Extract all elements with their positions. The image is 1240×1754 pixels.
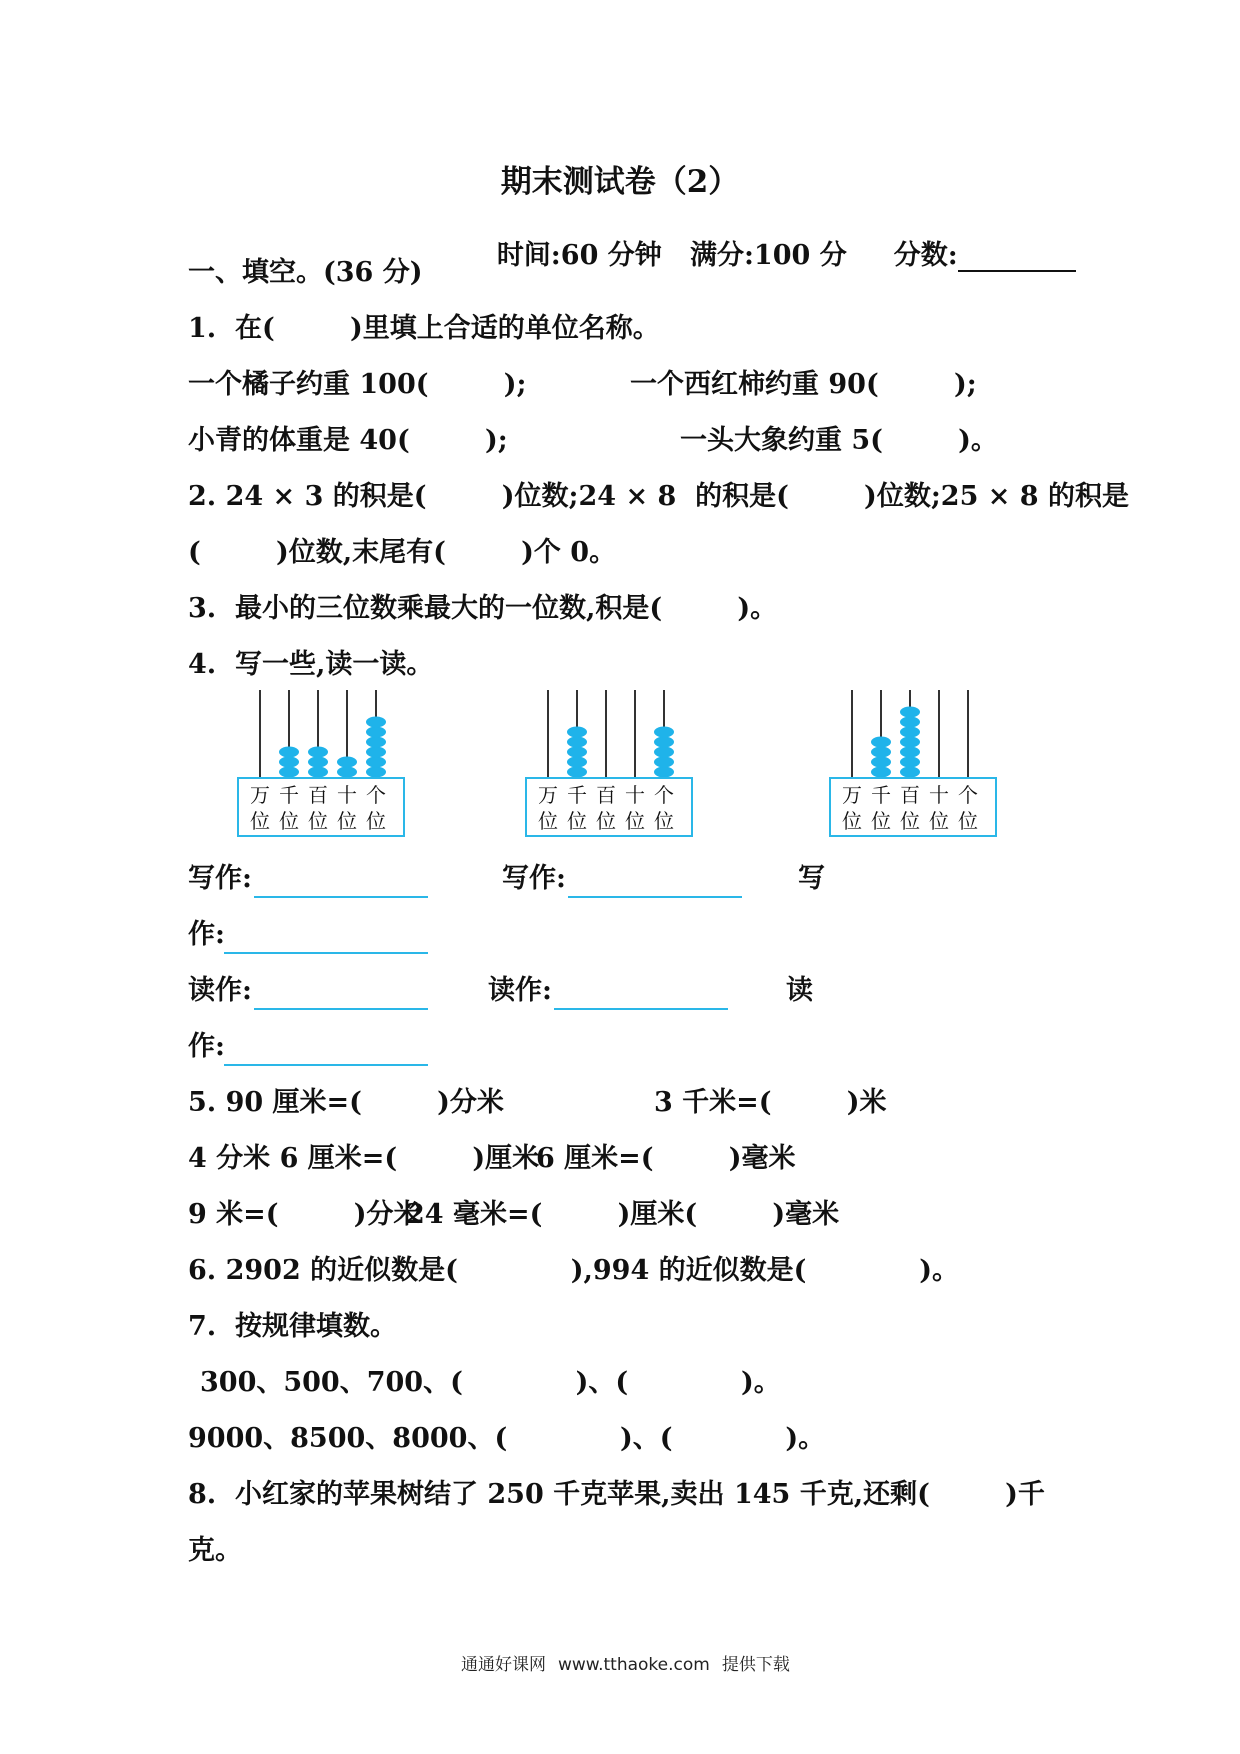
abacus-bead	[567, 727, 587, 738]
q2-line1: 2. 24 × 3 的积是( )位数;24 × 8 的积是( )位数;25 × 8 的积是	[188, 481, 1129, 512]
footer-tail: 提供下载	[721, 1655, 790, 1675]
exam-meta	[478, 202, 1076, 272]
q3: 3. 最小的三位数乘最大的一位数,积是( )。	[188, 593, 778, 624]
abacus-bead	[567, 737, 587, 748]
q5-e: 9 米=( )分米	[188, 1199, 421, 1230]
q5-f: 24 毫米=( )厘米( )毫米	[406, 1199, 840, 1230]
abacus-bead	[366, 717, 386, 728]
abacus-bead	[900, 717, 920, 728]
q2-line2: ( )位数,末尾有( )个 0。	[188, 537, 617, 568]
q5-b: 3 千米=( )米	[654, 1087, 887, 1118]
abacus-label-bottom: 位	[567, 809, 587, 833]
abacus-3	[826, 690, 1004, 840]
abacus-label-top: 个	[654, 783, 674, 807]
abacus-2	[522, 690, 700, 840]
q7-stem: 7. 按规律填数。	[188, 1311, 397, 1342]
abacus-bead	[900, 727, 920, 738]
q1-c: 小青的体重是 40( );	[188, 425, 508, 456]
read-blank-2[interactable]	[554, 1008, 728, 1010]
section-heading: 一、填空。(36 分)	[188, 257, 423, 288]
abacus-bead	[567, 767, 587, 778]
abacus-label-top: 百	[900, 783, 920, 807]
time-limit: 时间:60 分钟	[496, 240, 662, 271]
abacus-label-bottom: 位	[337, 809, 357, 833]
abacus-bead	[366, 757, 386, 768]
read-label-2: 读作:	[488, 975, 552, 1006]
q5-a: 5. 90 厘米=( )分米	[188, 1087, 504, 1118]
abacus-bead	[308, 767, 328, 778]
read-label-3b: 作:	[188, 1031, 225, 1062]
abacus-label-top: 十	[625, 783, 645, 807]
abacus-bead	[308, 747, 328, 758]
abacus-label-bottom: 位	[871, 809, 891, 833]
abacus-bead	[871, 737, 891, 748]
abacus-label-bottom: 位	[250, 809, 270, 833]
read-blank-1[interactable]	[254, 1008, 428, 1010]
abacus-label-bottom: 位	[842, 809, 862, 833]
footer-url[interactable]: www.tthaoke.com	[557, 1655, 710, 1675]
abacus-bead	[900, 707, 920, 718]
abacus-label-top: 千	[567, 783, 587, 807]
abacus-bead	[900, 737, 920, 748]
abacus-bead	[654, 767, 674, 778]
abacus-bead	[871, 747, 891, 758]
abacus-1	[234, 690, 412, 840]
abacus-bead	[279, 757, 299, 768]
q5-d: 6 厘米=( )毫米	[536, 1143, 796, 1174]
abacus-bead	[567, 747, 587, 758]
abacus-bead	[871, 757, 891, 768]
read-label-3a: 读	[786, 975, 813, 1006]
footer	[0, 1630, 1240, 1675]
abacus-bead	[871, 767, 891, 778]
abacus-bead	[308, 757, 328, 768]
abacus-label-bottom: 位	[900, 809, 920, 833]
abacus-label-top: 百	[308, 783, 328, 807]
abacus-bead	[900, 757, 920, 768]
q6: 6. 2902 的近似数是( ),994 的近似数是( )。	[188, 1255, 959, 1286]
score-label: 分数:	[893, 240, 958, 271]
write-blank-1[interactable]	[254, 896, 428, 898]
abacus-bead	[900, 747, 920, 758]
q1-a: 一个橘子约重 100( );	[188, 369, 527, 400]
abacus-label-bottom: 位	[958, 809, 978, 833]
abacus-label-top: 万	[842, 783, 862, 807]
page-title: 期末测试卷（2）	[500, 164, 740, 200]
footer-site: 通通好课网	[460, 1655, 546, 1675]
abacus-bead	[279, 767, 299, 778]
abacus-label-top: 百	[596, 783, 616, 807]
write-label-2: 写作:	[502, 863, 566, 894]
q7-seq2: 9000、8500、8000、( )、( )。	[188, 1423, 826, 1454]
abacus-bead	[900, 767, 920, 778]
abacus-label-bottom: 位	[308, 809, 328, 833]
abacus-label-top: 个	[958, 783, 978, 807]
score-blank[interactable]	[958, 242, 1076, 272]
full-score: 满分:100 分	[689, 240, 847, 271]
read-label-1: 读作:	[188, 975, 252, 1006]
abacus-label-bottom: 位	[929, 809, 949, 833]
write-blank-3[interactable]	[224, 952, 428, 954]
q8-line1: 8. 小红家的苹果树结了 250 千克苹果,卖出 145 千克,还剩( )千	[188, 1479, 1045, 1510]
q1-stem: 1. 在( )里填上合适的单位名称。	[188, 313, 660, 344]
q1-d: 一头大象约重 5( )。	[680, 425, 998, 456]
abacus-label-top: 万	[538, 783, 558, 807]
q5-c: 4 分米 6 厘米=( )厘米	[188, 1143, 540, 1174]
write-label-3a: 写	[798, 863, 825, 894]
q1-b: 一个西红柿约重 90( );	[630, 369, 977, 400]
q7-seq1: 300、500、700、( )、( )。	[200, 1367, 781, 1398]
abacus-bead	[654, 757, 674, 768]
abacus-bead	[366, 737, 386, 748]
abacus-bead	[366, 767, 386, 778]
abacus-bead	[567, 757, 587, 768]
abacus-bead	[366, 727, 386, 738]
abacus-bead	[654, 737, 674, 748]
abacus-bead	[366, 747, 386, 758]
abacus-label-top: 千	[279, 783, 299, 807]
abacus-label-top: 个	[366, 783, 386, 807]
abacus-label-bottom: 位	[366, 809, 386, 833]
abacus-label-bottom: 位	[625, 809, 645, 833]
abacus-label-bottom: 位	[596, 809, 616, 833]
abacus-label-top: 十	[929, 783, 949, 807]
abacus-bead	[337, 757, 357, 768]
write-blank-2[interactable]	[568, 896, 742, 898]
q4-stem: 4. 写一些,读一读。	[188, 649, 434, 680]
abacus-label-top: 十	[337, 783, 357, 807]
abacus-bead	[654, 747, 674, 758]
abacus-label-bottom: 位	[654, 809, 674, 833]
q8-line2: 克。	[188, 1535, 242, 1566]
abacus-label-bottom: 位	[538, 809, 558, 833]
abacus-bead	[654, 727, 674, 738]
abacus-label-top: 千	[871, 783, 891, 807]
abacus-label-top: 万	[250, 783, 270, 807]
write-label-1: 写作:	[188, 863, 252, 894]
abacus-label-bottom: 位	[279, 809, 299, 833]
write-label-3b: 作:	[188, 919, 225, 950]
read-blank-3[interactable]	[224, 1064, 428, 1066]
abacus-bead	[279, 747, 299, 758]
abacus-bead	[337, 767, 357, 778]
